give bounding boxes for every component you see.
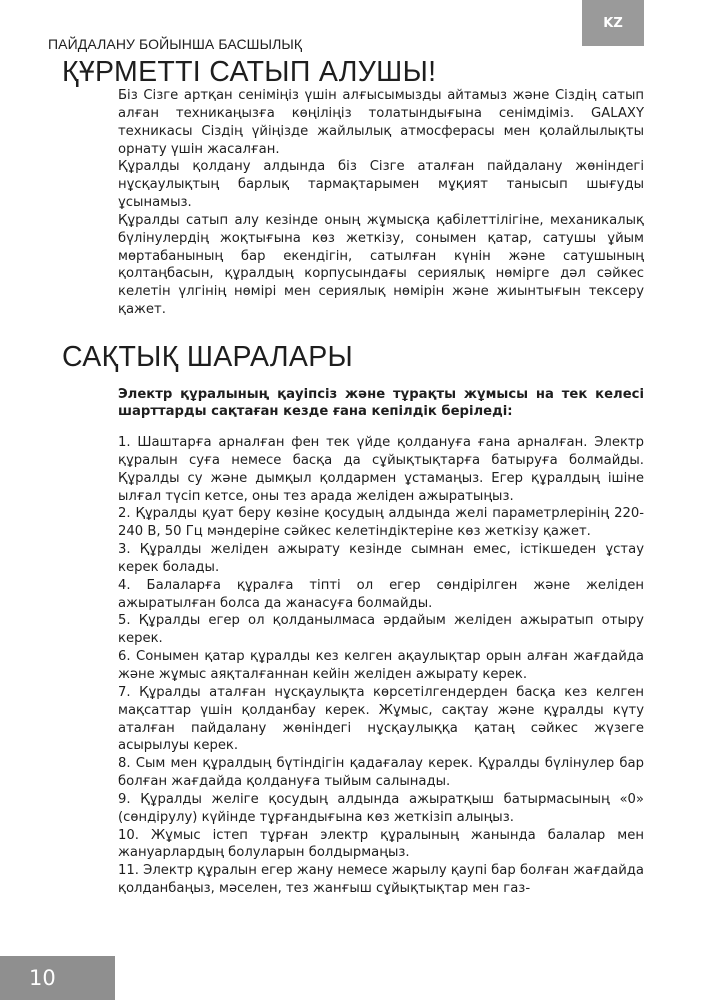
intro-heading: ҚҰРМЕТТІ САТЫП АЛУШЫ!: [62, 56, 437, 88]
page-number: 10: [0, 956, 115, 1000]
intro-paragraph: Құралды сатып алу кезінде оның жұмысқа қабілеттілігіне, механикалық бүлінулердің жоқтығына көз жеткізу, сонымен қатар, сатушы ұйым мөртабанының бар екендігін, сатылған күнін және сатушының қолтаңбасын, құралдың корпусындағы сериялық нөмірге дәл сәйкес келетін үлгінің нөмірі мен сериялық нөмірін және жиынтығын тексеру қажет.: [118, 212, 644, 318]
safety-rule: 11. Электр құралын егер жану немесе жарылу қаупі бар болған жағдайда қолданбаңыз, мәселен, тез жанғыш сұйықтықтар мен газ-: [118, 863, 644, 897]
intro-paragraph: Құралды қолдану алдында біз Сізге аталған пайдалану жөніндегі нұсқаулықтың барлық тармақтарымен мұқият танысып шығуды ұсынамыз.: [118, 159, 644, 211]
safety-rule: 9. Құралды желіге қосудың алдында ажыратқыш батырмасының «0» (сөндірулу) күйінде тұрғандығына көз жеткізіп алыңыз.: [118, 791, 644, 825]
safety-rule: 4. Балаларға құралға тіпті ол егер сөндірілген және желіден ажыратылған болса да жанасуға болмайды.: [118, 577, 644, 611]
running-header: ПАЙДАЛАНУ БОЙЫНША БАСШЫЛЫҚ: [48, 36, 303, 52]
intro-text: [118, 87, 644, 319]
safety-rule: 10. Жұмыс істеп тұрған электр құралының жанында балалар мен жануарлардың болуларын болдырмаңыз.: [118, 827, 644, 861]
intro-paragraph: Біз Сізге артқан сеніміңіз үшін алғысымызды айтамыз және Сіздің сатып алған техникаңызға көңіліңіз толатындығына сенімдіміз. GALAXY техникасы Сіздің үйіңізде жайлылық атмосферасы мен қолайлылықты орнату үшін жасалған.: [118, 88, 644, 157]
safety-rule: 2. Құралды қуат беру көзіне қосудың алдында желі параметрлерінің 220-240 В, 50 Гц мәндеріне сәйкес келетіндіктеріне көз жеткізу қажет.: [118, 506, 644, 540]
safety-rule: 5. Құралды егер ол қолданылмаса әрдайым желіден ажыратып отыру керек.: [118, 613, 644, 647]
safety-heading: САҚТЫҚ ШАРАЛАРЫ: [62, 341, 354, 373]
safety-rule: 7. Құралды аталған нұсқаулықта көрсетілгендерден басқа кез келген мақсаттар үшін қолданбау керек. Жұмыс, сақтау және құралды күту аталған пайдалану жөніндегі нұсқаулыққа қатаң сәйкес жүзеге асырылуы керек.: [118, 684, 644, 754]
safety-rule: 3. Құралды желіден ажырату кезінде сымнан емес, істікшеден ұстау керек болады.: [118, 542, 644, 575]
safety-rule: 8. Сым мен құралдың бүтіндігін қадағалау керек. Құралды бүлінулер бар болған жағдайда қолдануға тыйым салынады.: [118, 756, 644, 790]
safety-rule: 6. Сонымен қатар құралды кез келген ақаулықтар орын алған жағдайда және жұмыс аяқталғаннан кейін желіден ажырату керек.: [118, 649, 644, 682]
safety-rule: 1. Шаштарға арналған фен тек үйде қолдануға ғана арналған. Электр құралын суға немесе басқа да сұйықтықтарға батыруға болмайды. Құралды су және дымқыл қолдармен ұстамаңыз. Егер құралдың ішіне ылғал түсіп кетсе, оны тез арада желіден ажыратыңыз.: [118, 435, 644, 504]
language-tab: KZ: [582, 0, 644, 46]
safety-rules-list: [118, 434, 644, 898]
safety-warning: Электр құралының қауіпсіз және тұрақты жұмысы на тек келесі шарттарды сақтаған кезде ғана кепілдік беріледі:: [118, 387, 644, 420]
